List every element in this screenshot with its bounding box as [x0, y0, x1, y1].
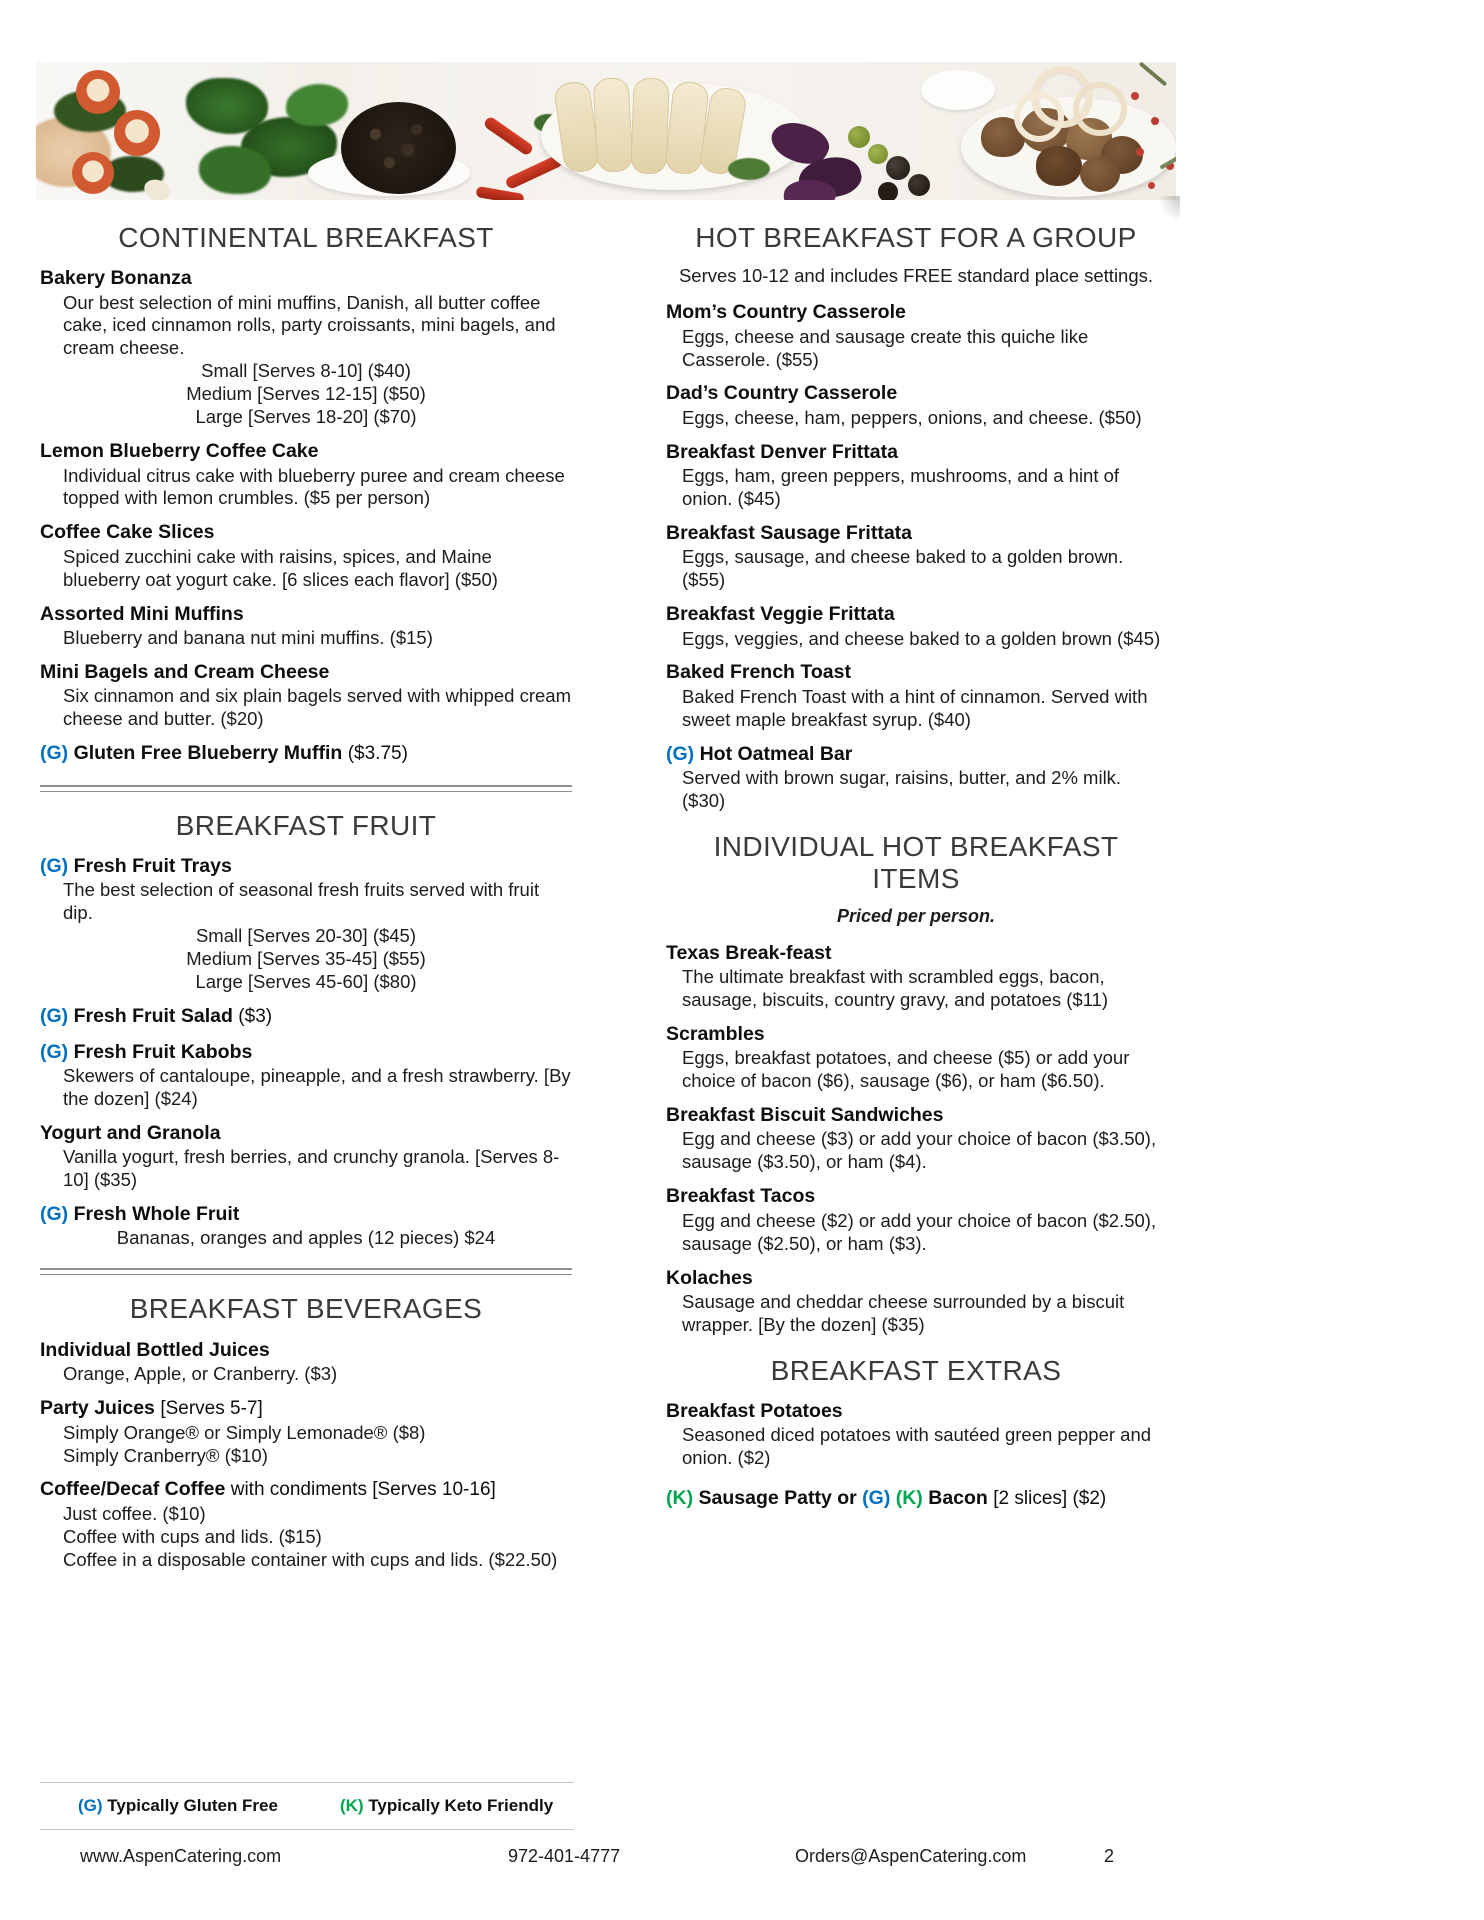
item-name: [40, 660, 572, 685]
size-option: Medium [Serves 35-45] ($55): [186, 948, 426, 970]
item-name-text: Fresh Fruit Salad: [73, 1005, 233, 1027]
item-name-text: Coffee/Decaf Coffee: [40, 1478, 226, 1501]
item-serves-text: with condiments [Serves 10-16]: [230, 1479, 496, 1501]
item-description: Baked French Toast with a hint of cinnamon. Served with sweet maple breakfast syrup. ($40): [682, 685, 1148, 730]
banner-pink-peppercorn: [1136, 148, 1144, 156]
item-name-text: Bakery Bonanza: [40, 267, 192, 290]
menu-item-moms-country-casserole: [666, 300, 1166, 371]
menu-item-gluten-free-blueberry-muffin: [40, 741, 572, 767]
section-divider: [40, 785, 572, 792]
item-name: [40, 1040, 572, 1065]
item-description: Eggs, ham, green peppers, mushrooms, and a hint of onion. ($45): [682, 465, 1120, 510]
dietary-legend: [40, 1782, 574, 1830]
section-divider: [40, 1268, 572, 1275]
section-title-breakfast-fruit: BREAKFAST FRUIT: [175, 809, 437, 841]
legend-gluten-free-label: Typically Gluten Free: [107, 1796, 278, 1815]
menu-item-sausage-patty-or-bacon: [666, 1486, 1166, 1512]
item-name-text: Individual Bottled Juices: [40, 1338, 270, 1361]
gluten-free-tag: (G): [40, 854, 69, 877]
item-price-text: ($3): [238, 1006, 273, 1027]
menu-item-mini-bagels: [40, 660, 572, 731]
item-description: Egg and cheese ($3) or add your choice of bacon ($3.50), sausage ($3.50), or ham ($4).: [682, 1128, 1157, 1173]
item-description: Eggs, cheese, ham, peppers, onions, and cheese. ($50): [682, 406, 1142, 428]
item-name-text: Scrambles: [666, 1022, 765, 1045]
menu-item-coffee-cake-slices: [40, 520, 572, 591]
item-name-text: Dad’s Country Casserole: [666, 382, 898, 405]
item-name: [40, 602, 572, 627]
banner-thyme-sprig: [1139, 62, 1168, 86]
item-name: [40, 741, 572, 767]
menu-item-texas-break-feast: [666, 941, 1166, 1012]
section-title-hot-breakfast-group: HOT BREAKFAST FOR A GROUP: [695, 222, 1137, 253]
item-name: [40, 266, 572, 291]
item-option-line: Coffee with cups and lids. ($15): [63, 1526, 322, 1548]
legend-gluten-free: [78, 1796, 278, 1816]
item-name: [666, 1103, 1166, 1128]
item-name-text: Fresh Whole Fruit: [73, 1203, 240, 1226]
menu-item-assorted-mini-muffins: [40, 602, 572, 650]
item-description: Six cinnamon and six plain bagels served with whipped cream cheese and butter. ($20): [63, 685, 571, 730]
item-name: [666, 1184, 1166, 1209]
banner-black-olive: [908, 174, 930, 196]
menu-item-kolaches: [666, 1266, 1166, 1337]
page-footer: [0, 1846, 1484, 1876]
item-name: [40, 439, 572, 464]
item-name: [666, 521, 1166, 546]
menu-content: [40, 218, 1166, 1582]
banner-stuffed-roll: [593, 77, 634, 173]
menu-item-breakfast-potatoes: [666, 1399, 1166, 1470]
menu-item-fresh-whole-fruit: [40, 1202, 572, 1250]
item-name-text: Breakfast Veggie Frittata: [666, 603, 895, 626]
menu-item-breakfast-denver-frittata: [666, 440, 1166, 511]
menu-item-breakfast-veggie-frittata: [666, 602, 1166, 650]
footer-website: www.AspenCatering.com: [80, 1846, 282, 1866]
banner-pink-peppercorn: [1131, 92, 1139, 100]
item-name: [40, 1396, 572, 1422]
item-name-text: Kolaches: [666, 1266, 753, 1289]
banner-onion-ring: [1014, 92, 1064, 142]
footer-phone: 972-401-4777: [508, 1846, 621, 1866]
item-name-text: Gluten Free Blueberry Muffin: [73, 742, 343, 765]
menu-item-breakfast-tacos: [666, 1184, 1166, 1255]
item-description: Eggs, sausage, and cheese baked to a golden brown. ($55): [682, 546, 1124, 591]
menu-item-yogurt-and-granola: [40, 1121, 572, 1192]
gluten-free-tag: (G): [40, 742, 69, 765]
banner-herb-sprig: [728, 158, 770, 180]
item-serves-text: [Serves 5-7]: [160, 1397, 263, 1419]
item-name-text: Yogurt and Granola: [40, 1121, 221, 1144]
menu-item-baked-french-toast: [666, 660, 1166, 731]
gluten-free-tag: (G): [40, 1203, 69, 1226]
banner-parsley: [199, 146, 271, 194]
gluten-free-tag: (G): [40, 1040, 69, 1063]
item-name: [40, 854, 572, 879]
menu-item-lemon-blueberry-coffee-cake: [40, 439, 572, 510]
item-name: [666, 300, 1166, 325]
item-name: [666, 1486, 1166, 1512]
item-description: Eggs, breakfast potatoes, and cheese ($5) or add your choice of bacon ($6), sausage ($6), or ham ($6.50).: [682, 1047, 1130, 1092]
item-name: [666, 1022, 1166, 1047]
item-description: Blueberry and banana nut mini muffins. ($15): [63, 626, 433, 648]
banner-green-olive: [868, 144, 888, 164]
item-option-line: Simply Orange® or Simply Lemonade® ($8): [63, 1421, 426, 1443]
menu-item-fresh-fruit-trays: [40, 854, 572, 994]
item-name: [666, 1266, 1166, 1291]
item-name-text: Bacon: [928, 1487, 988, 1510]
menu-item-party-juices: [40, 1396, 572, 1468]
menu-item-scrambles: [666, 1022, 1166, 1093]
item-name: [40, 1121, 572, 1146]
item-price-text: ($3.75): [347, 743, 408, 765]
item-name-text: Assorted Mini Muffins: [40, 602, 244, 625]
item-name-text: Breakfast Tacos: [666, 1185, 816, 1208]
item-name-text: Party Juices: [40, 1396, 155, 1419]
menu-item-coffee-decaf-coffee: [40, 1477, 572, 1572]
banner-black-olive: [886, 156, 910, 180]
item-name-text: Mini Bagels and Cream Cheese: [40, 660, 330, 683]
banner-salmon-roll: [76, 70, 120, 114]
item-name: [40, 1202, 572, 1227]
menu-item-bakery-bonanza: [40, 266, 572, 429]
item-name: [40, 1477, 572, 1503]
banner-parsley: [286, 84, 348, 126]
menu-item-fresh-fruit-salad: [40, 1004, 572, 1030]
item-name: [666, 1399, 1166, 1424]
banner-black-olive: [878, 182, 898, 200]
item-name-text: Sausage Patty or: [698, 1487, 857, 1510]
size-option: Large [Serves 45-60] ($80): [195, 971, 417, 993]
item-description: The ultimate breakfast with scrambled eggs, bacon, sausage, biscuits, country gravy, and potatoes ($11): [682, 966, 1109, 1010]
keto-tag: (K): [666, 1487, 694, 1510]
section-title-breakfast-extras: BREAKFAST EXTRAS: [770, 1354, 1062, 1386]
item-name: [666, 941, 1166, 966]
gluten-free-tag: (G): [40, 1005, 69, 1027]
left-column: [40, 218, 572, 1582]
item-name-text: Coffee Cake Slices: [40, 521, 215, 544]
banner-peppercorn-bowl: [341, 102, 456, 194]
item-name: [666, 660, 1166, 685]
banner-stuffed-roll: [630, 77, 669, 174]
size-option: Medium [Serves 12-15] ($50): [186, 383, 426, 405]
gluten-free-tag: (G): [862, 1487, 891, 1510]
item-name: [40, 1338, 572, 1363]
footer-email: Orders@AspenCatering.com: [795, 1846, 1027, 1866]
item-description: The best selection of seasonal fresh fruits served with fruit dip.: [63, 879, 540, 924]
banner-pink-peppercorn: [1148, 182, 1155, 189]
banner-salmon-roll: [114, 110, 160, 156]
footer-page-number: 2: [1104, 1846, 1115, 1866]
gluten-free-tag: (G): [78, 1796, 103, 1815]
item-description: Egg and cheese ($2) or add your choice of bacon ($2.50), sausage ($2.50), or ham ($3).: [682, 1209, 1157, 1254]
section-title-continental-breakfast: CONTINENTAL BREAKFAST: [118, 222, 494, 253]
item-name: [666, 381, 1166, 406]
item-name: [666, 742, 1166, 767]
banner-chili-slice: [483, 115, 535, 156]
banner-onion-ring: [1073, 82, 1127, 136]
item-option-line: Just coffee. ($10): [63, 1503, 206, 1525]
item-name-text: Breakfast Biscuit Sandwiches: [666, 1104, 944, 1127]
menu-item-fresh-fruit-kabobs: [40, 1040, 572, 1111]
item-description: Sausage and cheddar cheese surrounded by a biscuit wrapper. [By the dozen] ($35): [682, 1290, 1125, 1335]
menu-item-dads-country-casserole: [666, 381, 1166, 429]
menu-item-breakfast-sausage-frittata: [666, 521, 1166, 592]
menu-item-breakfast-biscuit-sandwiches: [666, 1103, 1166, 1174]
item-description: Spiced zucchini cake with raisins, spices, and Maine blueberry oat yogurt cake. [6 slices each flavor] ($50): [63, 545, 498, 590]
banner-mushroom: [1080, 156, 1120, 192]
banner-pink-peppercorn: [1151, 117, 1159, 125]
item-name: [666, 602, 1166, 627]
item-name-text: Fresh Fruit Trays: [73, 854, 232, 877]
banner-photo: [36, 62, 1176, 200]
item-name-text: Fresh Fruit Kabobs: [73, 1040, 253, 1063]
banner-mushroom: [1036, 146, 1082, 186]
banner-green-olive: [848, 126, 870, 148]
section-title-individual-hot-breakfast: INDIVIDUAL HOT BREAKFAST ITEMS: [713, 830, 1119, 895]
item-description: Vanilla yogurt, fresh berries, and crunchy granola. [Serves 8-10] ($35): [63, 1146, 560, 1191]
item-description: Our best selection of mini muffins, Danish, all butter coffee cake, iced cinnamon rolls, party croissants, mini bagels, and cream cheese.: [63, 291, 556, 359]
item-name-text: Lemon Blueberry Coffee Cake: [40, 440, 319, 463]
item-description: Orange, Apple, or Cranberry. ($3): [63, 1362, 338, 1384]
legend-keto-label: Typically Keto Friendly: [368, 1796, 554, 1815]
size-option: Small [Serves 20-30] ($45): [195, 925, 417, 947]
item-name-text: Baked French Toast: [666, 661, 851, 684]
gluten-free-tag: (G): [666, 742, 695, 765]
item-name-text: Hot Oatmeal Bar: [699, 742, 853, 765]
item-option-line: Coffee in a disposable container with cups and lids. ($22.50): [63, 1549, 558, 1570]
item-price-text: [2 slices] ($2): [993, 1488, 1107, 1510]
item-description: Skewers of cantaloupe, pineapple, and a fresh strawberry. [By the dozen] ($24): [63, 1065, 571, 1109]
item-name: [666, 440, 1166, 465]
item-name-text: Breakfast Potatoes: [666, 1399, 843, 1422]
item-description: Eggs, cheese and sausage create this quiche like Casserole. ($55): [682, 325, 1089, 370]
item-description: Seasoned diced potatoes with sautéed green pepper and onion. ($2): [682, 1424, 1152, 1469]
item-name: [40, 1004, 572, 1030]
item-description: Served with brown sugar, raisins, butter, and 2% milk. ($30): [682, 767, 1122, 811]
section-subtitle: Priced per person.: [836, 906, 996, 927]
item-name-text: Texas Break-feast: [666, 941, 832, 964]
size-option: Large [Serves 18-20] ($70): [195, 406, 417, 428]
keto-tag: (K): [339, 1796, 364, 1815]
size-option: Bananas, oranges and apples (12 pieces) $24: [116, 1227, 496, 1249]
keto-tag: (K): [895, 1487, 923, 1510]
item-name-text: Breakfast Sausage Frittata: [666, 521, 913, 544]
item-description: Eggs, veggies, and cheese baked to a golden brown ($45): [682, 627, 1161, 649]
banner-small-dish: [921, 70, 995, 110]
item-name: [40, 520, 572, 545]
item-name-text: Mom’s Country Casserole: [666, 301, 906, 324]
menu-item-hot-oatmeal-bar: [666, 742, 1166, 813]
section-title-breakfast-beverages: BREAKFAST BEVERAGES: [129, 1293, 483, 1325]
item-name-text: Breakfast Denver Frittata: [666, 440, 898, 463]
item-description: Individual citrus cake with blueberry puree and cream cheese topped with lemon crumbles. ($5 per person): [63, 464, 565, 509]
right-column: [666, 218, 1166, 1522]
size-option: Small [Serves 8-10] ($40): [201, 360, 411, 382]
menu-item-individual-bottled-juices: [40, 1338, 572, 1386]
section-subtitle: Serves 10-12 and includes FREE standard place settings.: [678, 265, 1154, 287]
banner-chili-slice: [475, 186, 524, 200]
legend-keto: [340, 1796, 553, 1816]
item-option-line: Simply Cranberry® ($10): [63, 1444, 268, 1466]
banner-salmon-roll: [72, 152, 114, 194]
